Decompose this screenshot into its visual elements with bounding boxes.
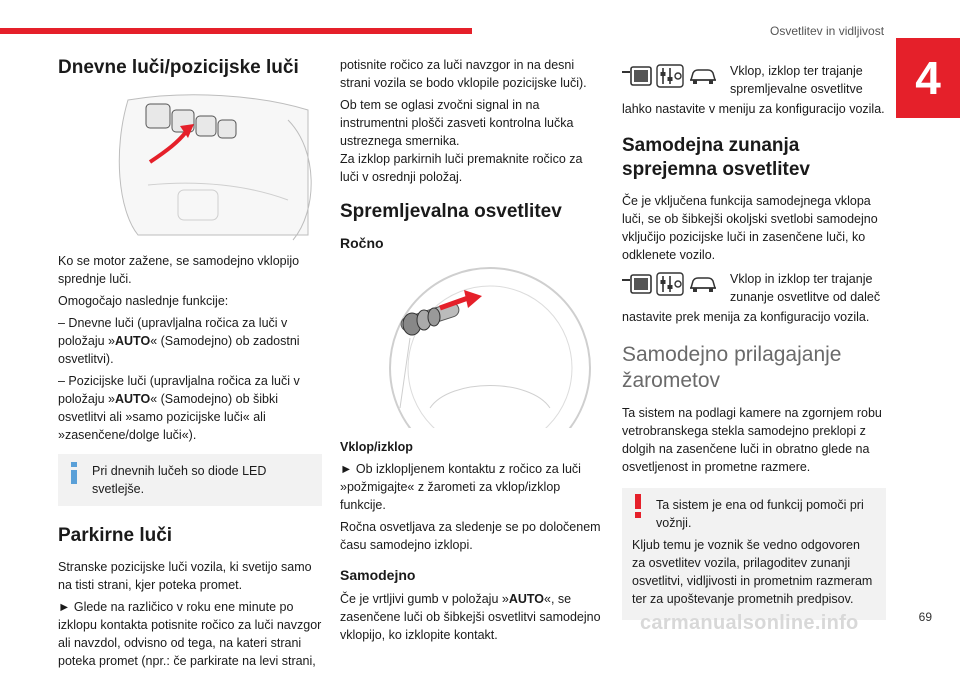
paragraph: Omogočajo naslednje funkcije: xyxy=(58,294,229,308)
heading-follow-me-lights: Spremljevalna osvetlitev xyxy=(340,201,562,222)
figure-steering-stalk xyxy=(340,258,604,428)
figure-light-switch-panel xyxy=(58,90,322,242)
paragraph: nastavite prek menija za konfiguracijo vozila. xyxy=(622,310,870,324)
paragraph-auto: Če je vrtljivi gumb v položaju »AUTO«, se zasenčene luči ob šibkejši osvetlitvi samodejno vklopijo, ko izklopite kontakt. xyxy=(340,592,601,642)
info-text: Pri dnevnih lučeh so diode LED svetlejše. xyxy=(92,464,267,496)
paragraph: potisnite ročico za luči navzgor in na desni strani vozila se bodo vklopile pozicijske luči). xyxy=(340,58,587,90)
paragraph: ► Glede na različico v roku ene minute po izklopu kontakta potisnite ročico za luči navzgor ali navzdol, odvisno od tega, na kateri strani poteka promet (npr.: če parkirate na levi strani, xyxy=(58,600,322,668)
chapter-tab: 4 xyxy=(896,38,960,118)
paragraph: lahko nastavite v meniju za konfiguracijo vozila. xyxy=(622,102,885,116)
heading-welcome-lighting: Samodejna zunanja sprejemna osvetlitev xyxy=(622,135,810,180)
subheading-manual: Ročno xyxy=(340,235,384,251)
config-icons-row xyxy=(622,62,886,98)
column-2 xyxy=(340,56,604,648)
car-icon xyxy=(688,66,718,86)
config-icons-row xyxy=(622,270,886,306)
settings-icon xyxy=(656,64,684,88)
label-on-off: Vklop/izklop xyxy=(340,440,413,454)
warning-box xyxy=(622,488,886,620)
header-accent-bar xyxy=(0,28,472,34)
page-number: 69 xyxy=(918,610,932,624)
section-title: Osvetlitev in vidljivost xyxy=(770,24,885,38)
info-icon xyxy=(68,462,80,484)
paragraph: ► Ob izklopljenem kontaktu z ročico za luči »požmigajte« z žarometi za vklop/izklop funkcije. xyxy=(340,462,581,512)
warning-icon xyxy=(630,494,646,518)
heading-parking-lights: Parkirne luči xyxy=(58,525,173,546)
paragraph: Ko se motor zažene, se samodejno vklopijo sprednje luči. xyxy=(58,254,300,286)
heading-daytime-lights: Dnevne luči/pozicijske luči xyxy=(58,57,299,78)
subheading-automatic: Samodejno xyxy=(340,567,416,583)
footer-watermark: carmanualsonline.info xyxy=(640,612,859,634)
column-3 xyxy=(622,56,886,638)
info-box xyxy=(58,454,322,506)
screen-icon xyxy=(622,65,652,87)
settings-icon xyxy=(656,272,684,296)
column-1 xyxy=(58,56,322,674)
warning-text: Ta sistem je ena od funkcij pomoči pri vožnji. xyxy=(656,498,864,530)
heading-headlamp-adjust: Samodejno prilagajanje žarometov xyxy=(622,343,842,392)
paragraph: Ročna osvetljava za sledenje se po določenem času samodejno izklopi. xyxy=(340,520,601,552)
paragraph-daytime: – Dnevne luči (upravljalna ročica za luči v položaju »AUTO« (Samodejno) ob zadostni osvetlitvi). xyxy=(58,316,300,366)
paragraph: Stranske pozicijske luči vozila, ki svetijo samo na tisti strani, kjer poteka promet. xyxy=(58,560,312,592)
paragraph: Ob tem se oglasi zvočni signal in na instrumentni plošči zasveti kontrolna lučka ustreznega smernika. xyxy=(340,98,574,148)
car-icon xyxy=(688,274,718,294)
paragraph: Za izklop parkirnih luči premaknite ročico za luči v osrednji položaj. xyxy=(340,152,583,184)
warning-text: Kljub temu je voznik še vedno odgovoren za osvetlitev vozila, prilagoditev zunanji osvetlitvi, vidljivosti in prometnim razmeram ter za upoštevanje prometnih predpisov. xyxy=(632,538,873,606)
paragraph-position: – Pozicijske luči (upravljalna ročica za luči v položaju »AUTO« (Samodejno) ob šibki osvetlitvi ali »samo pozicijske luči« ali »zasenčene/dolge luči«). xyxy=(58,374,300,442)
icon-description: Vklop in izklop ter trajanje zunanje osvetlitve od daleč xyxy=(730,272,881,304)
screen-icon xyxy=(622,273,652,295)
paragraph: Če je vključena funkcija samodejnega vklopa luči, se ob šibkejši okoljski svetlobi samodejno vključijo pozicijske luči in zasenčene luči, ko odklenete vozilo. xyxy=(622,194,878,262)
icon-description: Vklop, izklop ter trajanje spremljevalne osvetlitve xyxy=(730,64,863,96)
paragraph: Ta sistem na podlagi kamere na zgornjem robu vetrobranskega stekla samodejno preklopi z dolgih na zasenčene luči in obratno glede na osvetljenost in prometne razmere. xyxy=(622,406,882,474)
